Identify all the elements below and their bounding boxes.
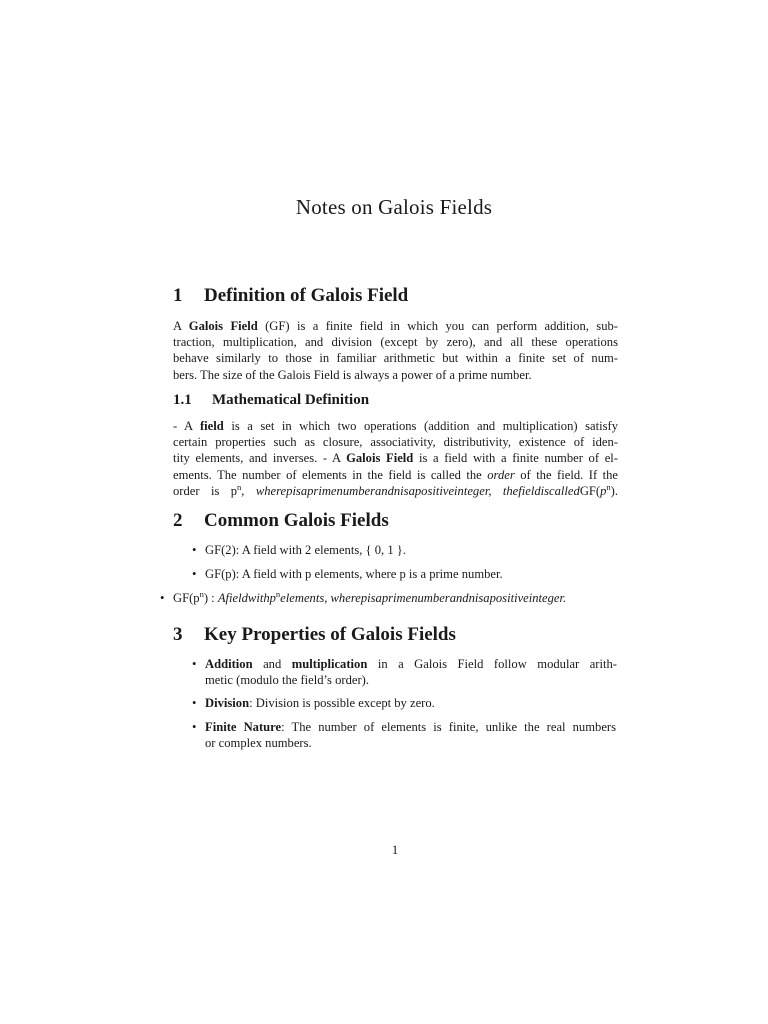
bold-term: Galois Field [346, 451, 414, 466]
list-item: • Addition and multiplication in a Galois Field follow modular arith- metic (modulo the field’s order). [192, 657, 617, 688]
bullet-icon: • [192, 696, 197, 710]
bullet-icon: • [192, 567, 197, 581]
para-line: ements. The number of elements in the field is called the order of the field. If the [173, 467, 618, 482]
section-heading-3 [173, 624, 456, 646]
document-title: Notes on Galois Fields [295, 195, 493, 219]
list-item: • Finite Nature: The number of elements is finite, unlike the real numbers or complex numbers. [192, 720, 617, 751]
bullet-icon: • [192, 720, 197, 734]
section-number: 1 [173, 285, 183, 306]
section-title: Key Properties of Galois Fields [204, 624, 456, 645]
bullet-icon: • [160, 591, 165, 605]
subsection-1-1-paragraph [173, 418, 618, 499]
subsection-title: Mathematical Definition [212, 392, 370, 408]
section-title: Common Galois Fields [204, 510, 389, 531]
list-item-stray: • $GF(p^n)$ : Afieldwithp$^n$elements, wherepisaprimenumberandnisapositiveinteger. [160, 589, 567, 605]
para-line: bers. The size of the Galois Field is always a power of a prime number. [173, 367, 532, 382]
bold-term: Galois Field [188, 319, 258, 333]
para-line: traction, multiplication, and division (except by zero), and all these operations [173, 335, 618, 350]
para-line: A Galois Field (GF) is a finite field in which you can perform addition, sub- [173, 319, 618, 333]
page-number: 1 [391, 843, 399, 857]
para-line: order is $p^n$, wherepisaprimenumberandnisapositiveinteger, $thefieldiscalledGF(p^n)$. [173, 481, 618, 498]
list-item: • Division: Division is possible except by zero. [192, 696, 435, 710]
section-1-paragraph [173, 318, 618, 383]
section-number: 2 [173, 510, 183, 531]
bold-term: field [199, 419, 224, 433]
italic-run: , wherepisaprimenumberandnisapositiveinteger, thefieldiscalled [241, 483, 580, 498]
para-line: - A field is a set in which two operations (addition and multiplication) satisfy [173, 419, 618, 433]
list-item: • GF(p): A field with p elements, where p is a prime number. [192, 567, 503, 581]
bullet-icon: • [192, 543, 197, 557]
italic-term: order [487, 467, 515, 482]
subsection-number: 1.1 [173, 392, 192, 408]
section-title: Definition of Galois Field [204, 285, 409, 306]
section-heading-2 [173, 510, 389, 532]
section-heading-1 [173, 285, 408, 307]
list-item: • GF(2): A field with 2 elements, { 0, 1 }. [192, 543, 406, 557]
subsection-heading-1-1 [173, 392, 369, 409]
para-line: certain properties such as closure, associativity, distributivity, existence of iden- [173, 435, 618, 450]
bullet-icon: • [192, 657, 197, 671]
para-line: behave similarly to those in familiar arithmetic but within a finite set of num- [173, 351, 618, 366]
section-number: 3 [173, 624, 183, 645]
para-line: tity elements, and inverses. - A Galois Field is a field with a finite number of el- [173, 451, 618, 466]
